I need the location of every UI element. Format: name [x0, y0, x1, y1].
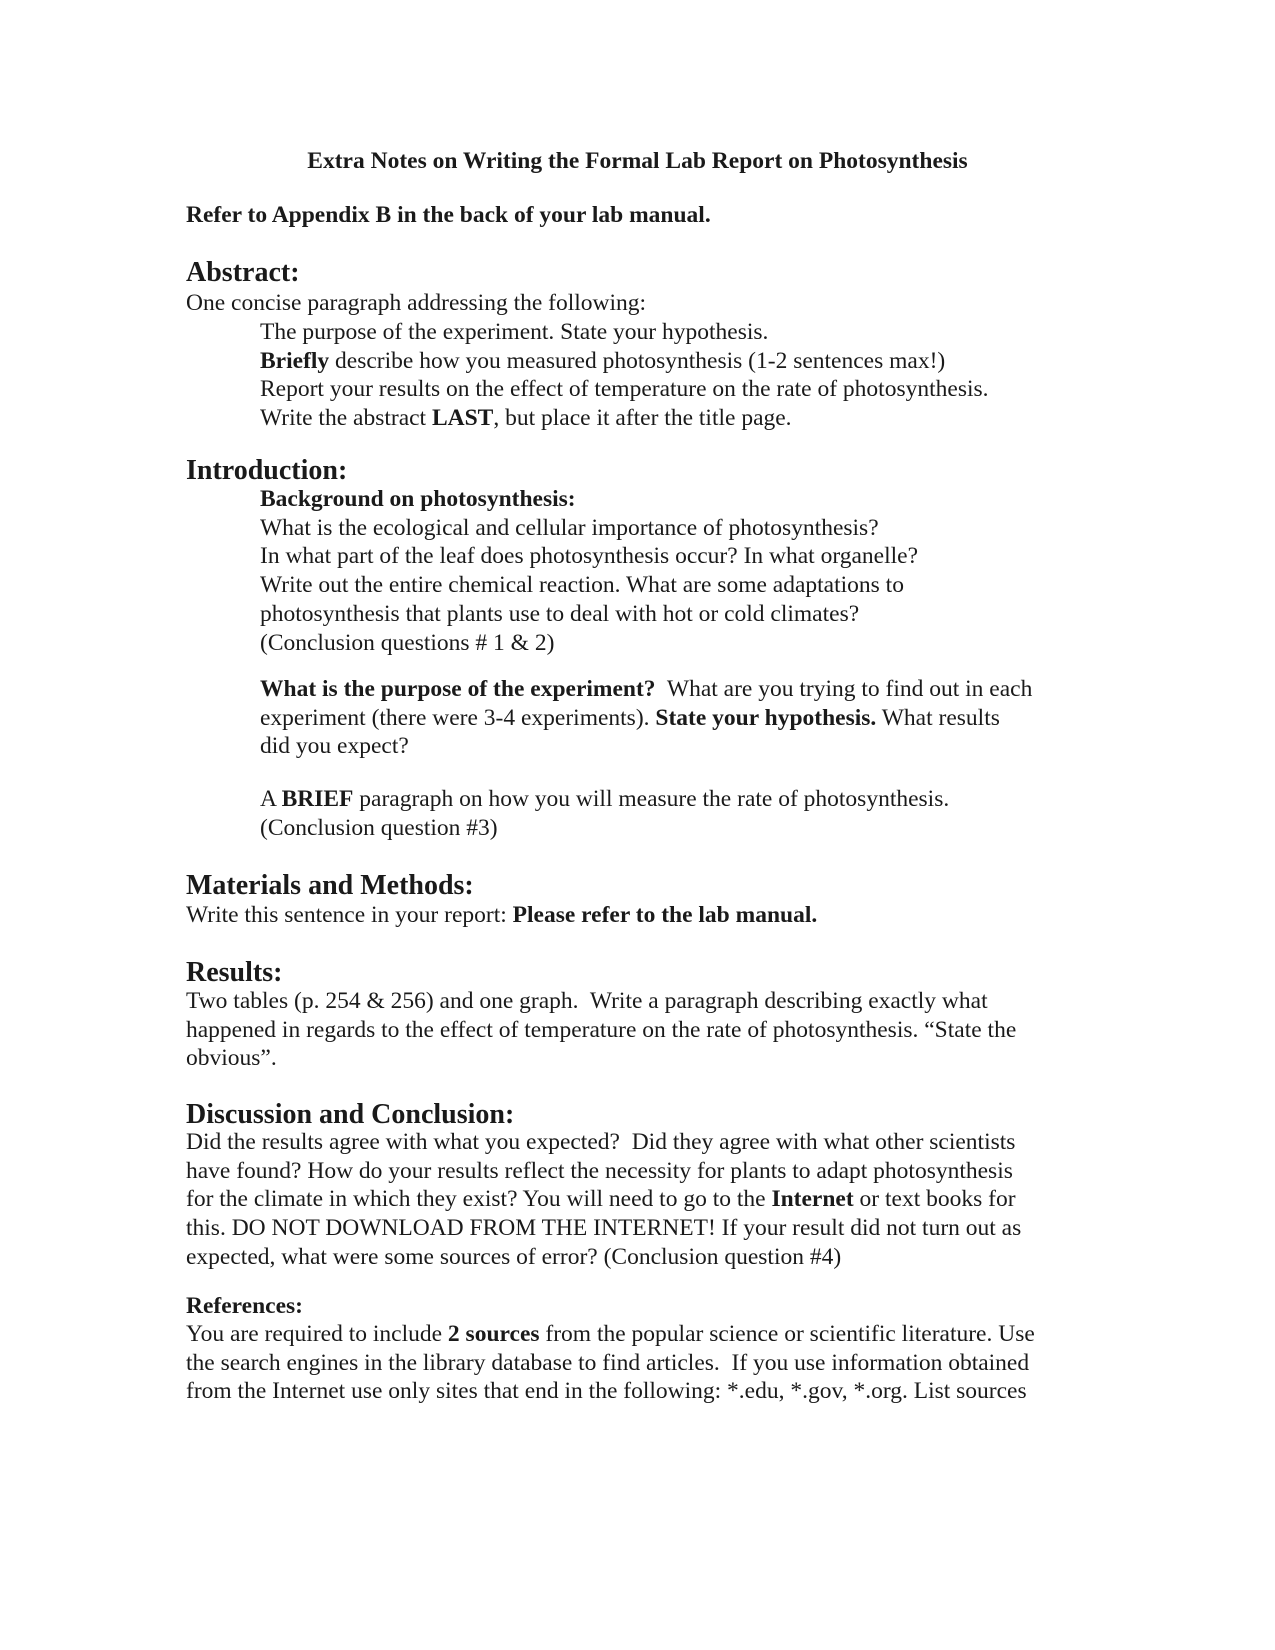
background-heading: Background on photosynthesis: — [260, 486, 576, 512]
abstract-intro: One concise paragraph addressing the following: — [186, 290, 647, 316]
results-heading: Results: — [186, 957, 283, 988]
document-title: Extra Notes on Writing the Formal Lab Report on Photosynthesis — [307, 148, 968, 174]
materials-text: Write this sentence in your report: Please refer to the lab manual. — [186, 902, 818, 928]
results-paragraph: Two tables (p. 254 & 256) and one graph. Write a paragraph describing exactly what happened in regards to the effect of temperature on the rate of photosynthesis. “State the obvious”. — [186, 988, 1017, 1072]
abstract-heading: Abstract: — [186, 257, 300, 288]
introduction-heading: Introduction: — [186, 455, 348, 486]
background-line: Write out the entire chemical reaction. What are some adaptations to — [260, 572, 904, 599]
abstract-item-3: Report your results on the effect of temperature on the rate of photosynthesis. — [260, 376, 989, 403]
brief-block — [260, 785, 1100, 842]
purpose-block — [260, 675, 1100, 761]
background-line: What is the ecological and cellular importance of photosynthesis? — [260, 514, 879, 541]
purpose-line: experiment (there were 3-4 experiments). State your hypothesis. What results — [260, 704, 1000, 731]
abstract-item-1: The purpose of the experiment. State your hypothesis. — [260, 319, 769, 345]
background-line: In what part of the leaf does photosynthesis occur? In what organelle? — [260, 543, 918, 570]
abstract-list — [260, 318, 1100, 433]
background-line: (Conclusion questions # 1 & 2) — [260, 629, 555, 656]
background-line: photosynthesis that plants use to deal with hot or cold climates? — [260, 600, 860, 627]
brief-line: (Conclusion question #3) — [260, 814, 498, 841]
background-block — [260, 485, 1100, 657]
abstract-item-2: Briefly describe how you measured photosynthesis (1-2 sentences max!) — [260, 347, 946, 374]
abstract-item-4: Write the abstract LAST, but place it after the title page. — [260, 405, 792, 432]
discussion-paragraph: Did the results agree with what you expected? Did they agree with what other scientists have found? How do your results reflect the necessity for plants to adapt photosynthesis for the climate in which they exist? You will need to go to the Internet or text books for this. DO NOT DOWNLOAD FROM THE INTERNET! If your result did not turn out as expected, what were some sources of error? (Conclusion question #4) — [186, 1129, 1022, 1270]
references-paragraph: You are required to include 2 sources from the popular science or scientific literature. Use the search engines in the library database to find articles. If you use information obtained from the Internet use only sites that end in the following: *.edu, *.gov, *.org. List sources — [186, 1321, 1035, 1405]
purpose-line: What is the purpose of the experiment? What are you trying to find out in each — [260, 676, 1033, 702]
discussion-heading: Discussion and Conclusion: — [186, 1099, 515, 1130]
refer-line: Refer to Appendix B in the back of your lab manual. — [186, 202, 711, 228]
references-heading: References: — [186, 1293, 303, 1319]
materials-heading: Materials and Methods: — [186, 870, 474, 901]
brief-line: A BRIEF paragraph on how you will measure the rate of photosynthesis. — [260, 786, 950, 812]
purpose-line: did you expect? — [260, 733, 409, 760]
